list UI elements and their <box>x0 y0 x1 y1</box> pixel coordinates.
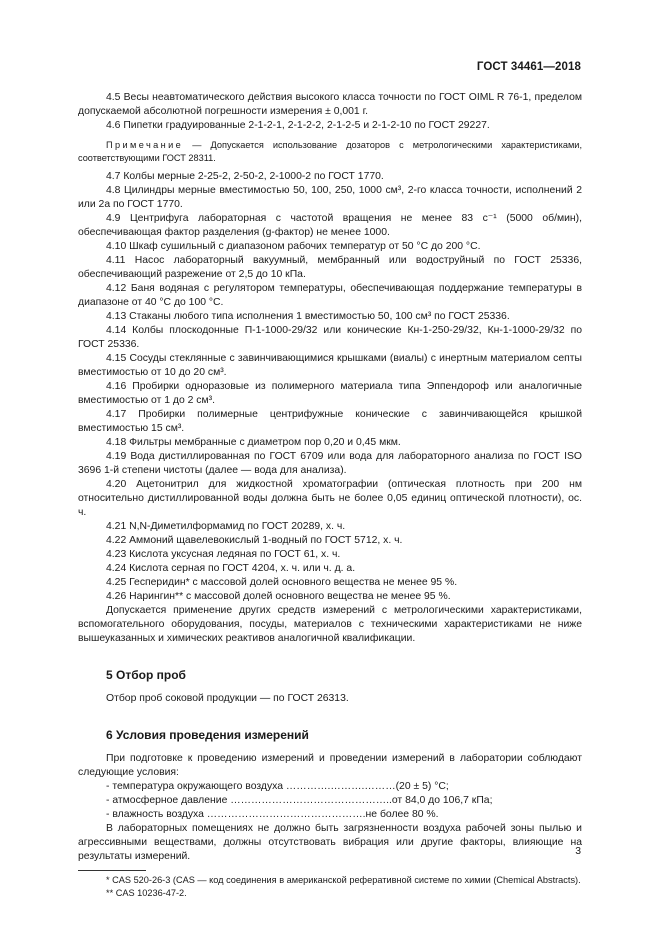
condition-humidity: - влажность воздуха ……………………………………….не более 80 %. <box>106 809 439 820</box>
footnote-2: ** CAS 10236-47-2. <box>106 887 187 898</box>
note-text: — Допускается использование дозаторов с метрологическими характеристиками, соответствующими ГОСТ 28311. <box>78 140 582 163</box>
paragraph-4-7: 4.7 Колбы мерные 2-25-2, 2-50-2, 2-1000-2 по ГОСТ 1770. <box>106 171 384 182</box>
paragraph-4-24: 4.24 Кислота серная по ГОСТ 4204, х. ч. или ч. д. а. <box>106 563 356 574</box>
paragraph-4-18: 4.18 Фильтры мембранные с диаметром пор 0,20 и 0,45 мкм. <box>106 437 401 448</box>
paragraph-4-26: 4.26 Нарингин** с массовой долей основного вещества не менее 95 %. <box>106 591 451 602</box>
paragraph-4-12: 4.12 Баня водяная с регулятором температуры, обеспечивающая поддержание температуры в диапазоне от 40 °С до 100 °С. <box>78 283 582 308</box>
paragraph-4-9: 4.9 Центрифуга лабораторная с частотой вращения не менее 83 с⁻¹ (5000 об/мин), обеспечивающая фактор разделения (g-фактор) не менее 1000. <box>78 213 582 238</box>
section-6-text: В лабораторных помещениях не должно быть загрязненности воздуха рабочей зоны пылью и агрессивными веществами, должны отсутствовать вибрация или другие факторы, влияющие на результаты измерений. <box>78 823 582 862</box>
paragraph-4-17: 4.17 Пробирки полимерные центрифужные конические с завинчивающейся крышкой вместимостью 15 см³. <box>78 409 582 434</box>
note <box>78 139 582 164</box>
note-label: Примечание <box>106 140 184 150</box>
condition-pressure: - атмосферное давление ………………………………………..от 84,0 до 106,7 кПа; <box>106 795 493 806</box>
paragraph-4-6: 4.6 Пипетки градуированные 2-1-2-1, 2-1-2-2, 2-1-2-5 и 2-1-2-10 по ГОСТ 29227. <box>106 120 490 131</box>
paragraph-alternatives: Допускается применение других средств измерений с метрологическими характеристиками, вспомогательного оборудования, посуды, материалов с техническими характеристиками не ниже вышеуказанных и химических реактивов аналогичной квалификации. <box>78 605 582 644</box>
paragraph-4-19: 4.19 Вода дистиллированная по ГОСТ 6709 или вода для лабораторного анализа по ГОСТ ISO 3696 1-й степени чистоты (далее — вода для анализа). <box>78 451 582 476</box>
paragraph-4-23: 4.23 Кислота уксусная ледяная по ГОСТ 61, х. ч. <box>106 549 341 560</box>
paragraph-4-21: 4.21 N,N-Диметилформамид по ГОСТ 20289, х. ч. <box>106 521 346 532</box>
standard-header: ГОСТ 34461—2018 <box>476 61 581 73</box>
paragraph-4-20: 4.20 Ацетонитрил для жидкостной хроматографии (оптическая плотность при 200 нм относительно дистиллированной воды должна быть не более 0,05 единиц оптической плотности), ос. ч. <box>78 479 582 518</box>
paragraph-4-11: 4.11 Насос лабораторный вакуумный, мембранный или водоструйный по ГОСТ 25336, обеспечивающий разрежение от 2,5 до 10 кПа. <box>78 255 582 280</box>
section-6-intro: При подготовке к проведению измерений и проведении измерений в лаборатории соблюдают следующие условия: <box>78 753 582 778</box>
paragraph-4-14: 4.14 Колбы плоскодонные П-1-1000-29/32 или конические Кн-1-250-29/32, Кн-1-1000-29/32 по ГОСТ 25336. <box>78 325 582 350</box>
footnote-1: * CAS 520-26-3 (CAS — код соединения в американской реферативной системе по химии (Chemical Abstracts). <box>106 875 581 885</box>
condition-temperature: - температура окружающего воздуха ………….……….………(20 ± 5) °С; <box>106 781 449 792</box>
paragraph-4-22: 4.22 Аммоний щавелевокислый 1-водный по ГОСТ 5712, х. ч. <box>106 535 403 546</box>
footnote-divider <box>78 870 146 871</box>
page-number: 3 <box>575 846 581 857</box>
paragraph-4-10: 4.10 Шкаф сушильный с диапазоном рабочих температур от 50 °С до 200 °С. <box>106 241 481 252</box>
conditions-list <box>106 780 582 822</box>
paragraph-4-5: 4.5 Весы неавтоматического действия высокого класса точности по ГОСТ OIML R 76-1, пределом допускаемой абсолютной погрешности измерения ± 0,001 г. <box>78 92 582 117</box>
section-6-heading: 6 Условия проведения измерений <box>106 728 309 742</box>
paragraph-4-8: 4.8 Цилиндры мерные вместимостью 50, 100, 250, 1000 см³, 2-го класса точности, исполнений 2 или 2а по ГОСТ 1770. <box>78 185 582 210</box>
paragraph-4-25: 4.25 Гесперидин* с массовой долей основного вещества не менее 95 %. <box>106 577 458 588</box>
section-5-heading: 5 Отбор проб <box>106 668 186 682</box>
paragraph-4-15: 4.15 Сосуды стеклянные с завинчивающимися крышками (виалы) с инертным материалом септы вместимостью от 10 до 20 см³. <box>78 353 582 378</box>
section-5-text: Отбор проб соковой продукции — по ГОСТ 26313. <box>106 693 349 704</box>
document-body <box>78 91 582 899</box>
paragraph-4-16: 4.16 Пробирки одноразовые из полимерного материала типа Эппендороф или аналогичные вместимостью от 1 до 2 см³. <box>78 381 582 406</box>
paragraph-4-13: 4.13 Стаканы любого типа исполнения 1 вместимостью 50, 100 см³ по ГОСТ 25336. <box>106 311 510 322</box>
